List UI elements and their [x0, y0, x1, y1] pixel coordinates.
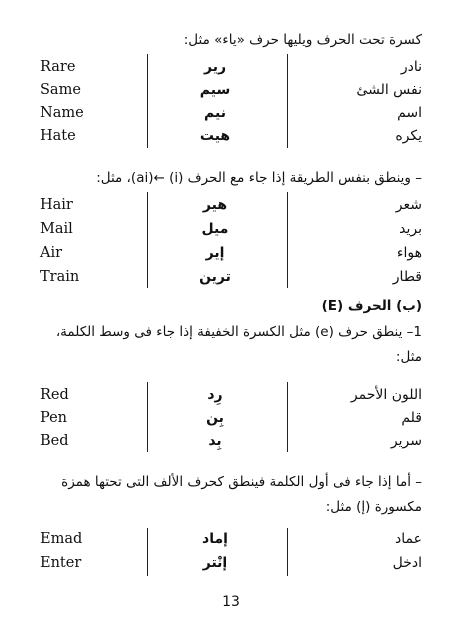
english-word: Same — [40, 82, 81, 98]
arabic-transliteration: بِد — [208, 433, 222, 449]
table-row — [0, 194, 462, 216]
english-word: Hair — [40, 197, 73, 213]
arabic-transliteration: إير — [205, 245, 225, 261]
table-row — [0, 56, 462, 78]
arabic-transliteration: نيم — [204, 105, 226, 121]
table-row — [0, 266, 462, 288]
english-word: Red — [40, 387, 69, 403]
arabic-transliteration: ميل — [201, 221, 229, 237]
table-row — [0, 242, 462, 264]
arabic-transliteration: بِن — [206, 410, 224, 426]
english-word: Rare — [40, 59, 76, 75]
arabic-meaning: شعر — [395, 197, 422, 213]
arabic-transliteration: هيت — [199, 128, 231, 144]
arabic-meaning: بريد — [399, 221, 422, 237]
english-word: Hate — [40, 128, 76, 144]
arabic-meaning: اسم — [397, 105, 422, 121]
english-word: Bed — [40, 433, 69, 449]
arabic-meaning: قطار — [392, 269, 422, 285]
table-row — [0, 79, 462, 101]
arabic-meaning: نادر — [400, 59, 422, 75]
table-row — [0, 102, 462, 124]
arabic-transliteration: إنْتر — [202, 555, 228, 571]
table-row — [0, 218, 462, 240]
arabic-meaning: عماد — [395, 531, 422, 547]
table-row — [0, 125, 462, 147]
table-row — [0, 430, 462, 452]
arabic-transliteration: رير — [203, 59, 227, 75]
table-row — [0, 407, 462, 429]
english-word: Mail — [40, 221, 73, 237]
table-row — [0, 528, 462, 550]
arabic-meaning: سرير — [390, 433, 422, 449]
arabic-transliteration: سيم — [199, 82, 231, 98]
arabic-transliteration: إماد — [202, 531, 228, 547]
english-word: Pen — [40, 410, 68, 426]
section-heading: (ب) الحرف (E) — [321, 298, 422, 314]
table-row — [0, 552, 462, 574]
arabic-meaning: هواء — [396, 245, 422, 261]
arabic-meaning: يكره — [395, 128, 422, 144]
english-word: Emad — [40, 531, 83, 547]
intro-e-start: – أما إذا جاء فى أول الكلمة فينطق كحرف الألف التى تحتها همزة مكسورة (إ) مثل: — [61, 474, 422, 515]
intro-e-middle: 1– ينطق حرف (e) مثل الكسرة الخفيفة إذا جاء فى وسط الكلمة، مثل: — [55, 324, 422, 365]
intro-ai-rule: – وينطق بنفس الطريقة إذا جاء مع الحرف (i) ←(ai)، مثل: — [96, 170, 422, 186]
intro-kasra-ya: كسرة تحت الحرف ويليها حرف «ياء» مثل: — [183, 32, 422, 48]
arabic-meaning: ادخل — [392, 555, 422, 571]
english-word: Name — [40, 105, 84, 121]
arabic-transliteration: رِد — [207, 387, 223, 403]
arabic-meaning: نفس الشئ — [356, 82, 422, 98]
page-number: 13 — [222, 594, 240, 610]
english-word: Enter — [40, 555, 82, 571]
arabic-meaning: اللون الأحمر — [350, 387, 422, 403]
arabic-transliteration: ترين — [199, 269, 231, 285]
english-word: Train — [40, 269, 80, 285]
arabic-transliteration: هير — [202, 197, 228, 213]
arabic-meaning: قلم — [401, 410, 422, 426]
table-row — [0, 384, 462, 406]
english-word: Air — [40, 245, 63, 261]
